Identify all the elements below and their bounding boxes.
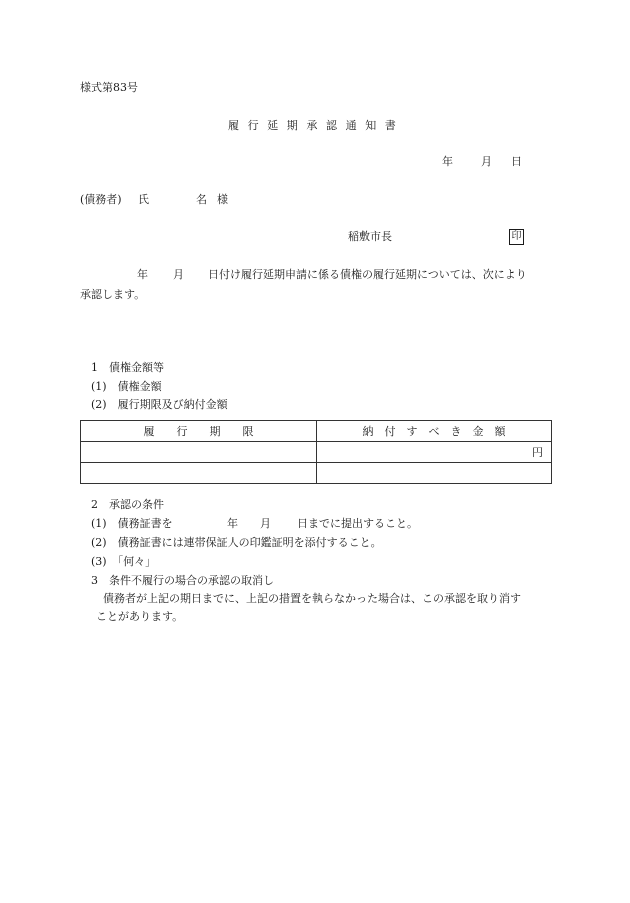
section-2-item-2: (2) 債務証書には連帯保証人の印鑑証明を添付すること。 [91,536,382,549]
debtor-label: (債務者) [80,193,122,206]
document-title: 履行延期承認通知書 [228,119,405,132]
table-row [81,463,552,484]
body-text-line-2: 承認します。 [80,288,146,301]
issuer-name: 稲敷市長 [348,230,392,243]
date-year-label: 年 [442,155,453,168]
honorific-label: 様 [217,193,228,206]
section-2-item-1-year: 年 [227,517,238,530]
body-year-label: 年 [137,268,148,281]
section-2-item-1-month: 月 [260,517,271,530]
table-header-row [81,421,552,442]
seal-mark: 印 [509,229,524,245]
table-row [81,442,552,463]
payment-schedule-table [80,420,552,484]
section-3-text-line-1: 債務者が上記の期日までに、上記の措置を執らなかった場合は、この承認を取り消す [103,592,521,605]
section-2-item-1-end: 日までに提出すること。 [297,517,418,530]
header-due-date: 履 行 期 限 [81,421,317,442]
header-payment-amount: 納 付 す べ き 金 額 [317,421,552,442]
form-number: 様式第83号 [80,81,138,94]
date-day-label: 日 [511,155,522,168]
body-month-label: 月 [173,268,184,281]
section-3-heading: 3 条件不履行の場合の承認の取消し [91,574,274,587]
section-2-item-3: (3) 「何々」 [91,555,157,568]
name-label-na: 名 [196,193,207,206]
section-1-item-1: (1) 債権金額 [91,380,162,393]
table-cell-due-date [81,442,317,463]
table-cell-due-date [81,463,317,484]
table-cell-amount [317,463,552,484]
body-text-line-1: 日付け履行延期申請に係る債権の履行延期については、次により [208,268,527,281]
name-label-shi: 氏 [138,193,149,206]
section-3-text-line-2: ことがあります。 [96,610,184,623]
section-1-item-2: (2) 履行期限及び納付金額 [91,398,228,411]
section-2-heading: 2 承認の条件 [91,498,164,511]
section-2-item-1-start: (1) 債務証書を [91,517,173,530]
section-1-heading: 1 債権金額等 [91,361,164,374]
table-cell-amount: 円 [317,442,552,463]
date-month-label: 月 [481,155,492,168]
